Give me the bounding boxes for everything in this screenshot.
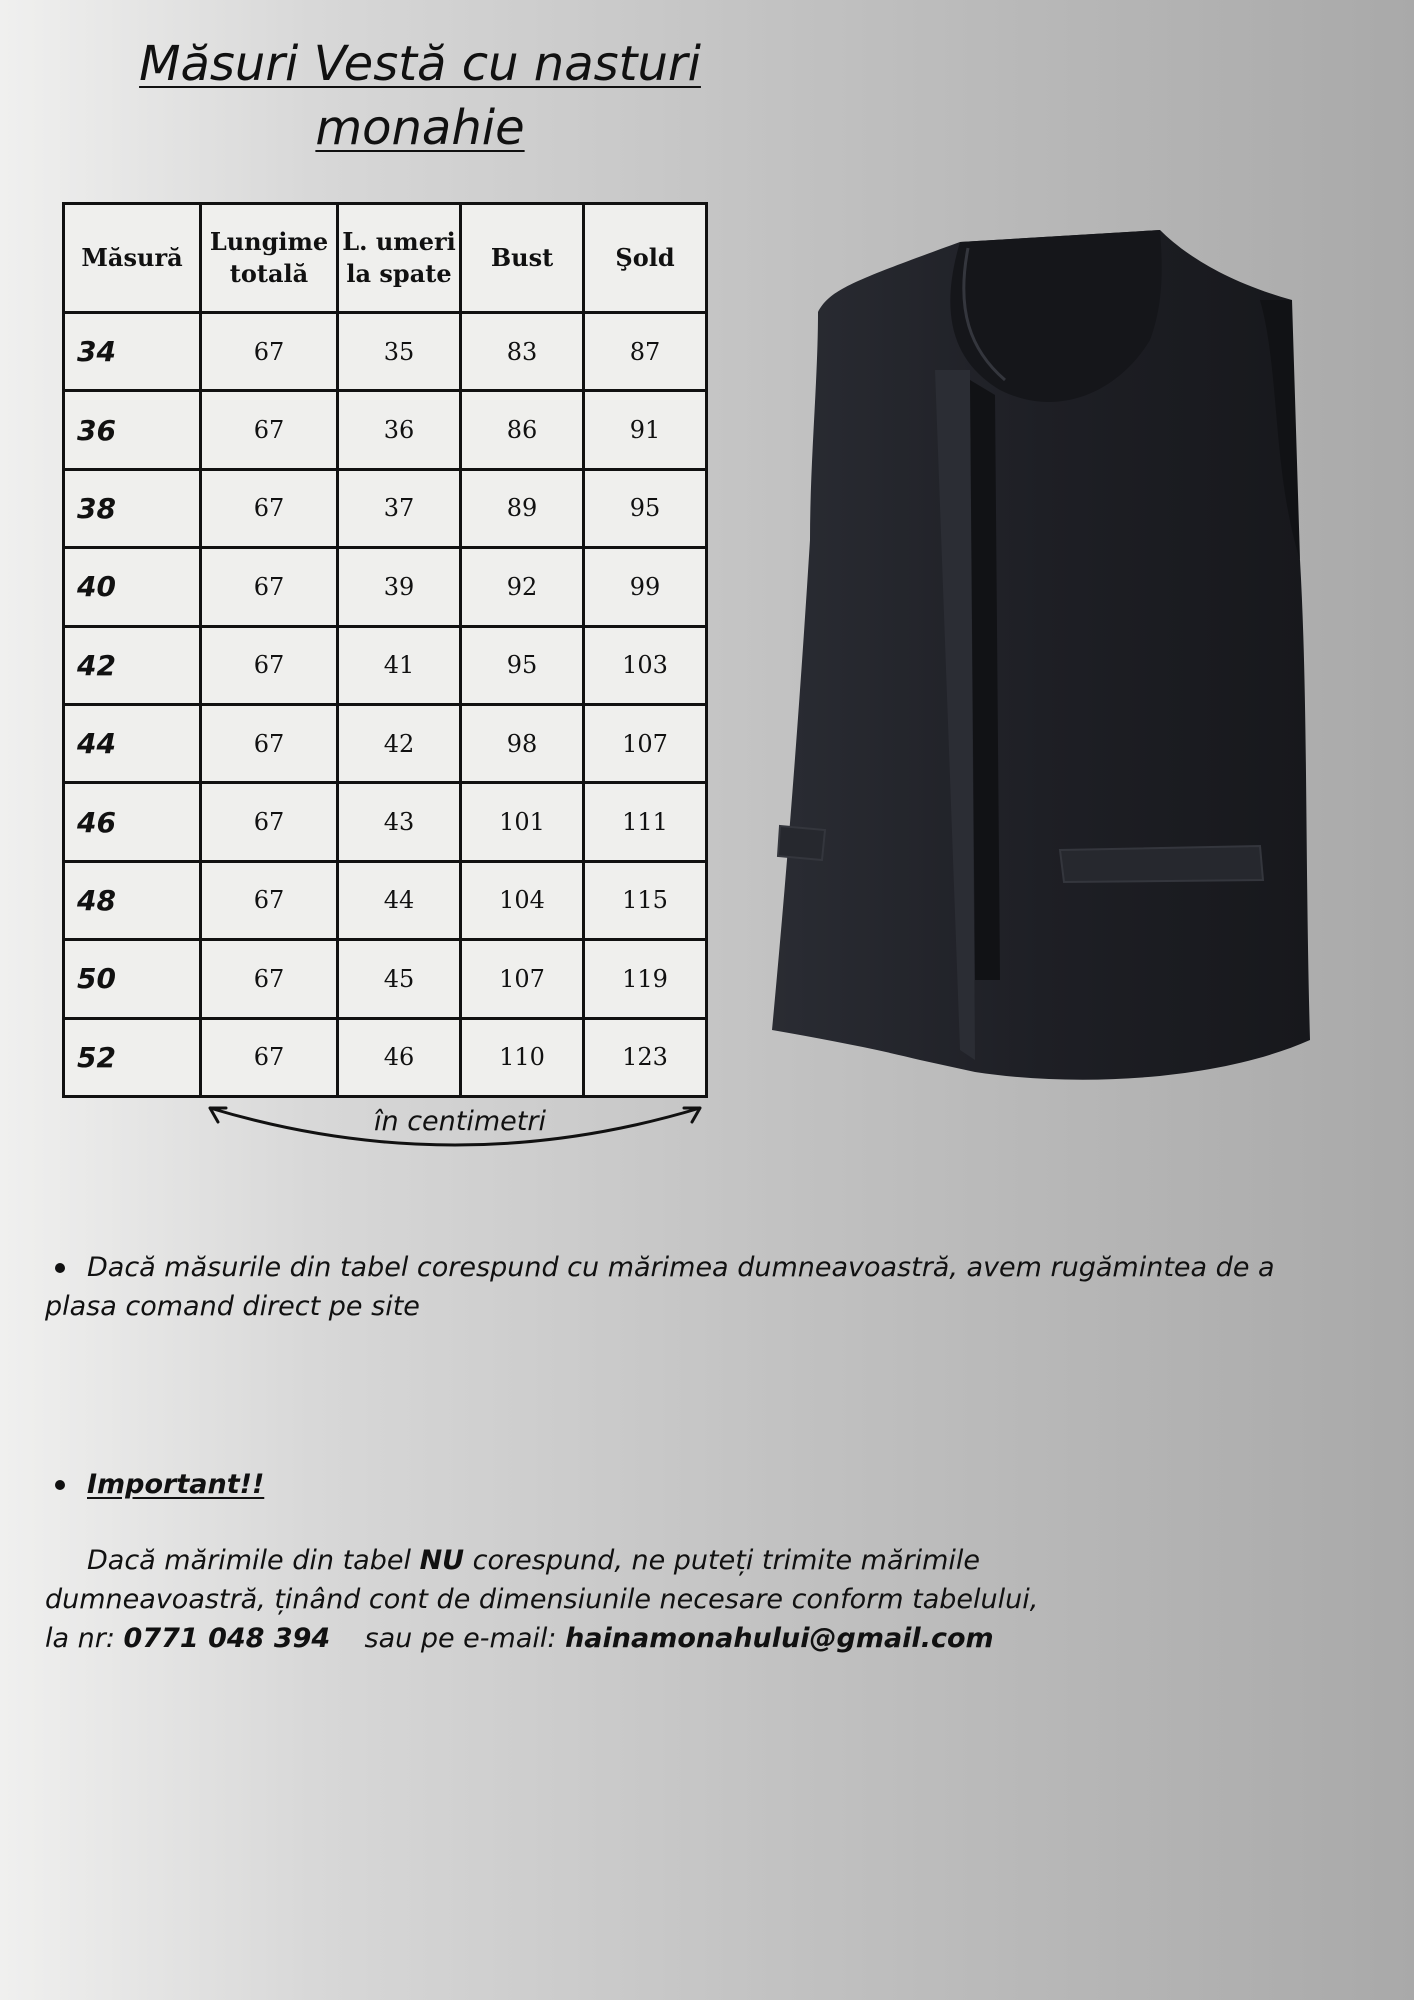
- measurement-cell: 107: [461, 940, 584, 1018]
- table-row: [64, 1018, 707, 1096]
- measurement-cell: 101: [461, 783, 584, 861]
- measurement-cell: 46: [338, 1018, 461, 1096]
- table-header-row: [64, 204, 707, 313]
- table-row: [64, 940, 707, 1018]
- bullet-icon: [55, 1263, 65, 1273]
- important-heading: Important!!: [87, 1469, 265, 1500]
- measurement-cell: 44: [338, 861, 461, 939]
- size-cell: 36: [64, 391, 201, 469]
- size-cell: 42: [64, 626, 201, 704]
- measurement-cell: 67: [201, 469, 338, 547]
- measurement-cell: 104: [461, 861, 584, 939]
- measurement-cell: 67: [201, 626, 338, 704]
- table-row: [64, 548, 707, 626]
- size-cell: 44: [64, 704, 201, 782]
- table-row: [64, 469, 707, 547]
- table-row: [64, 861, 707, 939]
- header-back-shoulder-width: L. umeri la spate: [338, 204, 461, 313]
- measurement-cell: 107: [584, 704, 707, 782]
- size-table: [62, 202, 708, 1098]
- important-text-part: Dacă mărimile din tabel: [87, 1545, 420, 1576]
- measurement-cell: 92: [461, 548, 584, 626]
- measurement-cell: 115: [584, 861, 707, 939]
- table-body: [64, 313, 707, 1097]
- measurement-cell: 110: [461, 1018, 584, 1096]
- important-text-part: dumneavoastră, ținând cont de dimensiunile necesare conform tabelului,: [45, 1584, 1039, 1615]
- size-cell: 34: [64, 313, 201, 391]
- measurement-cell: 98: [461, 704, 584, 782]
- measurement-cell: 39: [338, 548, 461, 626]
- size-cell: 40: [64, 548, 201, 626]
- measurement-cell: 41: [338, 626, 461, 704]
- order-instructions-text: Dacă măsurile din tabel corespund cu mărimea dumneavoastră, avem rugămintea de a plasa comand direct pe site: [45, 1252, 1275, 1322]
- title-line-2: monahie: [315, 100, 525, 156]
- measurement-cell: 111: [584, 783, 707, 861]
- measurement-cell: 123: [584, 1018, 707, 1096]
- table-row: [64, 704, 707, 782]
- size-cell: 50: [64, 940, 201, 1018]
- header-total-length: Lungime totală: [201, 204, 338, 313]
- size-cell: 46: [64, 783, 201, 861]
- measurement-cell: 91: [584, 391, 707, 469]
- info-bullet-important: [45, 1465, 1345, 1658]
- measurement-cell: 43: [338, 783, 461, 861]
- phone-number: 0771 048 394: [123, 1623, 331, 1654]
- measurement-cell: 86: [461, 391, 584, 469]
- header-size: Măsură: [64, 204, 201, 313]
- measurement-cell: 36: [338, 391, 461, 469]
- header-bust: Bust: [461, 204, 584, 313]
- measurement-cell: 67: [201, 940, 338, 1018]
- measurement-cell: 67: [201, 704, 338, 782]
- measurement-cell: 95: [584, 469, 707, 547]
- measurement-cell: 67: [201, 783, 338, 861]
- important-text-part: corespund, ne puteți trimite mărimile: [464, 1545, 981, 1576]
- page-title: [70, 32, 770, 160]
- measurement-cell: 83: [461, 313, 584, 391]
- measurement-cell: 99: [584, 548, 707, 626]
- measurement-cell: 67: [201, 313, 338, 391]
- table-row: [64, 626, 707, 704]
- important-text-part: la nr:: [45, 1623, 124, 1654]
- table-row: [64, 313, 707, 391]
- measurement-cell: 45: [338, 940, 461, 1018]
- unit-label: în centimetri: [374, 1106, 546, 1137]
- email-address: hainamonahului@gmail.com: [565, 1623, 994, 1654]
- important-text: [45, 1541, 1345, 1658]
- measurement-cell: 103: [584, 626, 707, 704]
- measurement-cell: 67: [201, 548, 338, 626]
- vest-illustration-icon: [760, 220, 1320, 1100]
- measurement-cell: 119: [584, 940, 707, 1018]
- header-hip: Şold: [584, 204, 707, 313]
- measurement-cell: 67: [201, 861, 338, 939]
- measurement-cell: 67: [201, 391, 338, 469]
- size-cell: 52: [64, 1018, 201, 1096]
- measurement-cell: 67: [201, 1018, 338, 1096]
- table-row: [64, 783, 707, 861]
- title-line-1: Măsuri Vestă cu nasturi: [139, 36, 701, 92]
- info-bullet-order: [45, 1248, 1345, 1326]
- measurement-cell: 37: [338, 469, 461, 547]
- important-nu: NU: [419, 1545, 465, 1576]
- measurement-cell: 42: [338, 704, 461, 782]
- measurement-cell: 87: [584, 313, 707, 391]
- table-row: [64, 391, 707, 469]
- bullet-icon: [55, 1480, 65, 1490]
- measurement-cell: 89: [461, 469, 584, 547]
- size-cell: 38: [64, 469, 201, 547]
- size-cell: 48: [64, 861, 201, 939]
- measurement-cell: 35: [338, 313, 461, 391]
- important-text-part: sau pe e-mail:: [330, 1623, 566, 1654]
- measurement-cell: 95: [461, 626, 584, 704]
